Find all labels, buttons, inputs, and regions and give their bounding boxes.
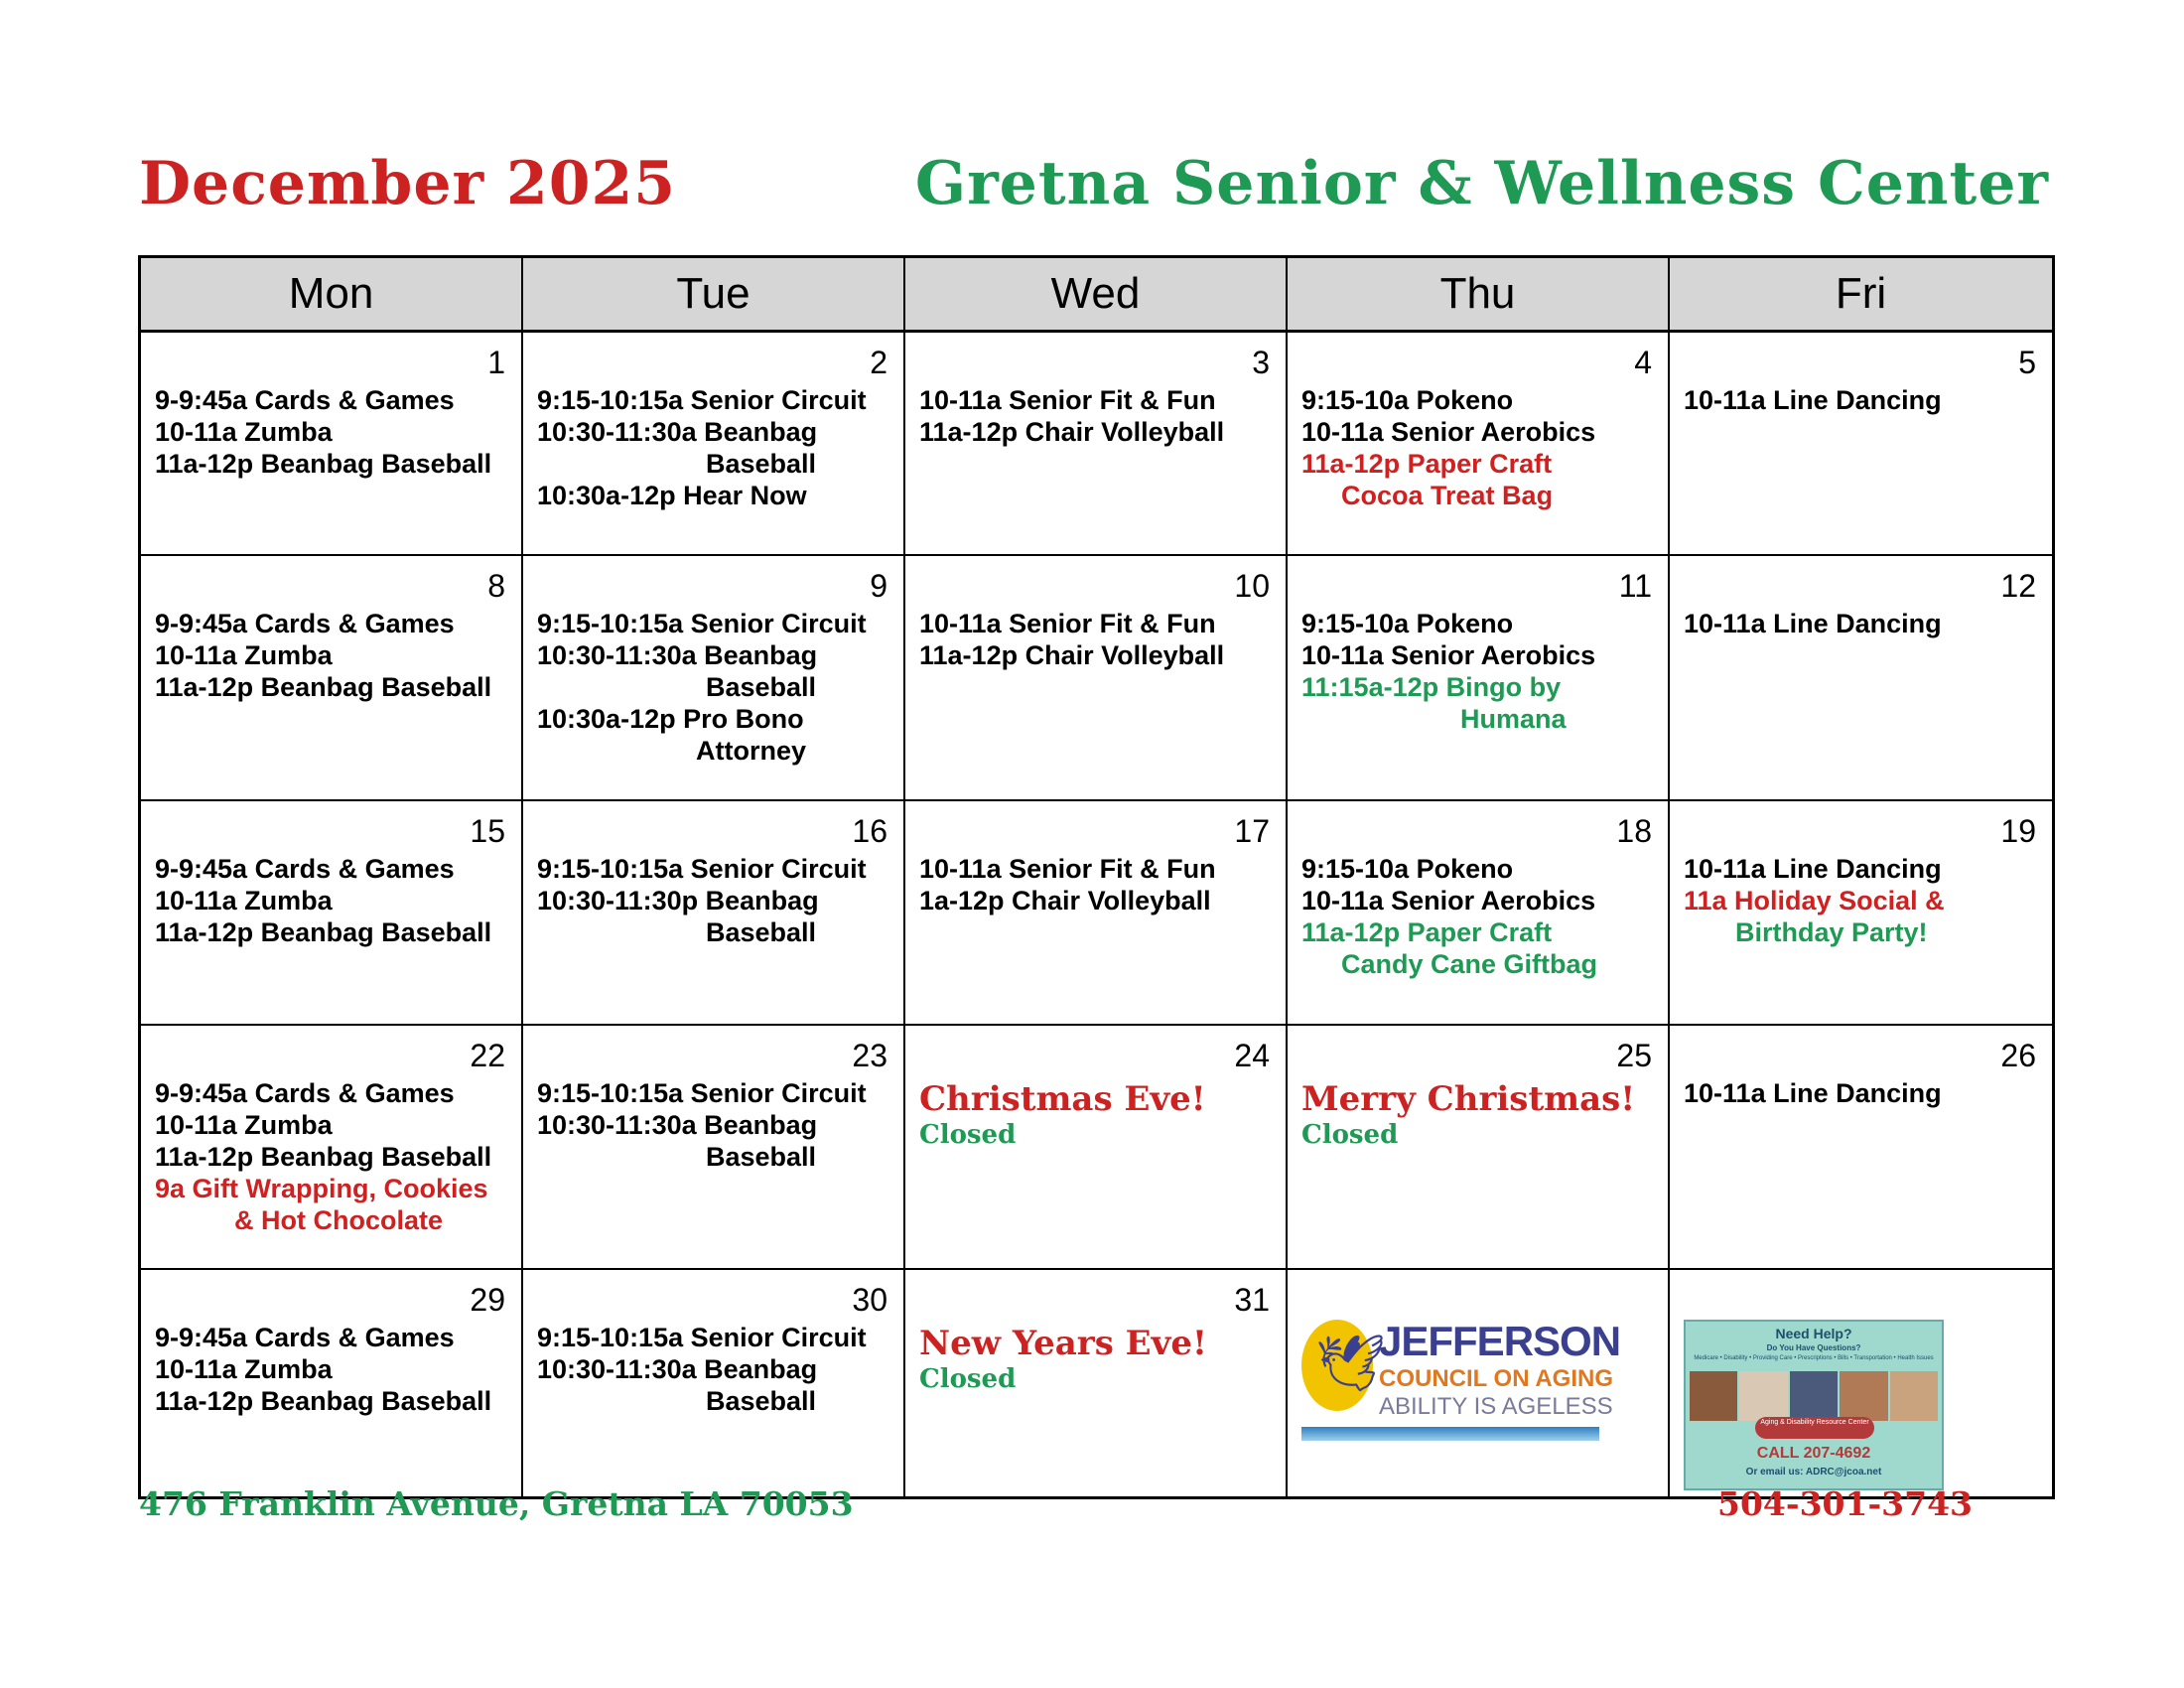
day-number: 16 xyxy=(852,813,887,849)
day-number: 17 xyxy=(1234,813,1270,849)
event-line: 10-11a Zumba xyxy=(155,886,333,915)
day-number: 25 xyxy=(1616,1038,1652,1073)
day-cell xyxy=(141,801,523,1024)
calendar-month-title: December 2025 xyxy=(139,149,677,218)
event-line: 9-9:45a Cards & Games xyxy=(155,1078,455,1108)
day-cell xyxy=(905,801,1288,1024)
week-row-3 xyxy=(141,801,2052,1026)
event-line: Baseball xyxy=(706,1142,817,1172)
event-line: 9-9:45a Cards & Games xyxy=(155,854,455,884)
event-line: 10:30-11:30a Beanbag xyxy=(537,1110,818,1140)
day-number: 29 xyxy=(470,1282,505,1318)
event-line: 10:30a-12p Pro Bono xyxy=(537,704,804,734)
day-cell xyxy=(905,556,1288,799)
day-cell xyxy=(1670,556,2052,799)
day-number: 10 xyxy=(1234,568,1270,604)
day-number: 30 xyxy=(852,1282,887,1318)
photo-thumb xyxy=(1890,1371,1938,1421)
dove-icon: 🕊 xyxy=(1315,1332,1387,1394)
day-number: 5 xyxy=(2018,345,2036,380)
logo-name: JEFFERSON xyxy=(1379,1318,1621,1364)
event-line: 10-11a Zumba xyxy=(155,1110,333,1140)
adrc-flyer xyxy=(1684,1320,1944,1490)
flyer-call: CALL 207-4692 xyxy=(1756,1445,1871,1462)
weekday-header-row xyxy=(141,258,2052,333)
event-line: 10:30-11:30a Beanbag xyxy=(537,1354,818,1384)
day-cell xyxy=(1670,801,2052,1024)
logo-council-line: COUNCIL ON AGING xyxy=(1379,1365,1614,1392)
event-line: Candy Cane Giftbag xyxy=(1341,949,1598,979)
event-line: 10-11a Senior Fit & Fun xyxy=(919,609,1216,638)
flyer-topics: Medicare • Disability • Providing Care • Prescriptions • Bills • Transportation • Health Issues xyxy=(1694,1355,1934,1361)
jefferson-council-logo xyxy=(1301,1318,1621,1447)
week-row-4 xyxy=(141,1026,2052,1270)
photo-thumb xyxy=(1790,1371,1838,1421)
day-cell xyxy=(1288,801,1670,1024)
event-line: 11a-12p Chair Volleyball xyxy=(919,640,1225,670)
event-line: 11a-12p Chair Volleyball xyxy=(919,417,1225,447)
event-line: 9-9:45a Cards & Games xyxy=(155,1323,455,1352)
event-line: 9a Gift Wrapping, Cookies xyxy=(155,1174,488,1203)
day-number: 12 xyxy=(2000,568,2036,604)
event-line: 9-9:45a Cards & Games xyxy=(155,609,455,638)
day-cell xyxy=(1670,1026,2052,1268)
event-line: 10:30-11:30a Beanbag xyxy=(537,417,818,447)
weekday-thu: Thu xyxy=(1288,258,1670,330)
day-cell xyxy=(1288,333,1670,554)
event-line: Attorney xyxy=(696,736,807,766)
day-number: 18 xyxy=(1616,813,1652,849)
event-line: 10-11a Senior Aerobics xyxy=(1301,886,1596,915)
day-cell xyxy=(523,556,905,799)
day-cell xyxy=(523,801,905,1024)
flyer-badge: Aging & Disability Resource Center xyxy=(1755,1417,1874,1439)
event-line: 10-11a Line Dancing xyxy=(1684,1078,1942,1108)
calendar-grid xyxy=(138,255,2055,1499)
day-cell xyxy=(1288,1026,1670,1268)
day-cell xyxy=(905,333,1288,554)
weekday-fri: Fri xyxy=(1835,269,1887,318)
day-cell xyxy=(141,333,523,554)
photo-thumb xyxy=(1840,1371,1887,1421)
event-line: 11a-12p Beanbag Baseball xyxy=(155,1386,492,1416)
event-line: 11a Holiday Social & xyxy=(1684,886,1945,915)
event-line: Birthday Party! xyxy=(1735,917,1928,947)
week-row-2 xyxy=(141,556,2052,801)
day-number: 1 xyxy=(487,345,505,380)
day-number: 24 xyxy=(1234,1038,1270,1073)
photo-thumb xyxy=(1690,1371,1737,1421)
weekday-wed: Wed xyxy=(905,258,1288,330)
day-cell xyxy=(523,1270,905,1496)
event-line: 10-11a Senior Aerobics xyxy=(1301,417,1596,447)
day-cell xyxy=(905,1026,1288,1268)
day-number: 22 xyxy=(470,1038,505,1073)
day-number: 19 xyxy=(2000,813,2036,849)
event-line: 11:15a-12p Bingo by xyxy=(1301,672,1562,702)
day-cell xyxy=(141,1270,523,1496)
day-number: 2 xyxy=(870,345,887,380)
event-line: 1a-12p Chair Volleyball xyxy=(919,886,1211,915)
closed-label: Closed xyxy=(919,1120,1017,1150)
footer-address: 476 Franklin Avenue, Gretna LA 70053 xyxy=(139,1484,854,1523)
photo-thumb xyxy=(1739,1371,1787,1421)
event-line: Humana xyxy=(1460,704,1567,734)
logo-tagline: ABILITY IS AGELESS xyxy=(1379,1393,1613,1420)
event-line: 9:15-10:15a Senior Circuit xyxy=(537,1323,867,1352)
event-line: 10-11a Senior Fit & Fun xyxy=(919,385,1216,415)
day-number: 9 xyxy=(870,568,887,604)
day-number: 23 xyxy=(852,1038,887,1073)
day-cell xyxy=(141,1026,523,1268)
event-line: 11a-12p Beanbag Baseball xyxy=(155,449,492,479)
event-line: Baseball xyxy=(706,917,817,947)
event-line: 10-11a Senior Fit & Fun xyxy=(919,854,1216,884)
holiday-label: New Years Eve! xyxy=(919,1324,1207,1363)
holiday-label: Christmas Eve! xyxy=(919,1079,1206,1119)
day-cell xyxy=(141,556,523,799)
flyer-photo-strip xyxy=(1690,1371,1938,1421)
flyer-email: Or email us: ADRC@jcoa.net xyxy=(1745,1467,1882,1477)
event-line: 9:15-10:15a Senior Circuit xyxy=(537,854,867,884)
event-line: & Hot Chocolate xyxy=(234,1205,444,1235)
event-line: 10:30-11:30a Beanbag xyxy=(537,640,818,670)
weekday-tue: Tue xyxy=(523,258,905,330)
day-cell xyxy=(1670,333,2052,554)
event-line: 10-11a Zumba xyxy=(155,1354,333,1384)
event-line: 10-11a Line Dancing xyxy=(1684,609,1942,638)
day-number: 4 xyxy=(1634,345,1652,380)
event-line: 9:15-10a Pokeno xyxy=(1301,854,1514,884)
day-number: 3 xyxy=(1252,345,1270,380)
logo-bar xyxy=(1301,1427,1599,1441)
flyer-title: Need Help? xyxy=(1775,1326,1852,1341)
event-line: 10-11a Zumba xyxy=(155,417,333,447)
weekday-mon: Mon xyxy=(141,258,523,330)
day-number: 8 xyxy=(487,568,505,604)
event-line: 10:30a-12p Hear Now xyxy=(537,481,807,510)
event-line: 9:15-10:15a Senior Circuit xyxy=(537,385,867,415)
event-line: 10-11a Senior Aerobics xyxy=(1301,640,1596,670)
event-line: Cocoa Treat Bag xyxy=(1341,481,1554,510)
event-line: 11a-12p Beanbag Baseball xyxy=(155,917,492,947)
event-line: 9:15-10a Pokeno xyxy=(1301,609,1514,638)
day-number: 31 xyxy=(1234,1282,1270,1318)
closed-label: Closed xyxy=(1301,1120,1399,1150)
event-line: 9-9:45a Cards & Games xyxy=(155,385,455,415)
flyer-question: Do You Have Questions? xyxy=(1766,1343,1861,1352)
day-cell xyxy=(523,1026,905,1268)
day-number: 26 xyxy=(2000,1038,2036,1073)
event-line: 10:30-11:30p Beanbag xyxy=(537,886,819,915)
day-cell xyxy=(1288,556,1670,799)
event-line: Baseball xyxy=(706,1386,817,1416)
event-line: 9:15-10:15a Senior Circuit xyxy=(537,1078,867,1108)
event-line: 10-11a Line Dancing xyxy=(1684,385,1942,415)
event-line: 9:15-10:15a Senior Circuit xyxy=(537,609,867,638)
closed-label: Closed xyxy=(919,1364,1017,1394)
day-number: 11 xyxy=(1618,568,1652,604)
event-line: 10-11a Zumba xyxy=(155,640,333,670)
event-line: 11a-12p Paper Craft xyxy=(1301,917,1553,947)
center-name-title: Gretna Senior & Wellness Center xyxy=(914,149,2049,218)
week-row-5 xyxy=(141,1270,2052,1496)
day-cell xyxy=(1670,1270,2052,1496)
day-cell xyxy=(1288,1270,1670,1496)
week-row-1 xyxy=(141,333,2052,556)
event-line: Baseball xyxy=(706,672,817,702)
event-line: 11a-12p Paper Craft xyxy=(1301,449,1553,479)
day-cell xyxy=(905,1270,1288,1496)
event-line: 11a-12p Beanbag Baseball xyxy=(155,672,492,702)
event-line: Baseball xyxy=(706,449,817,479)
holiday-label: Merry Christmas! xyxy=(1301,1079,1636,1119)
day-number: 15 xyxy=(470,813,505,849)
event-line: 10-11a Line Dancing xyxy=(1684,854,1942,884)
event-line: 11a-12p Beanbag Baseball xyxy=(155,1142,492,1172)
day-cell xyxy=(523,333,905,554)
footer-phone: 504-301-3743 xyxy=(1717,1484,1974,1523)
event-line: 9:15-10a Pokeno xyxy=(1301,385,1514,415)
